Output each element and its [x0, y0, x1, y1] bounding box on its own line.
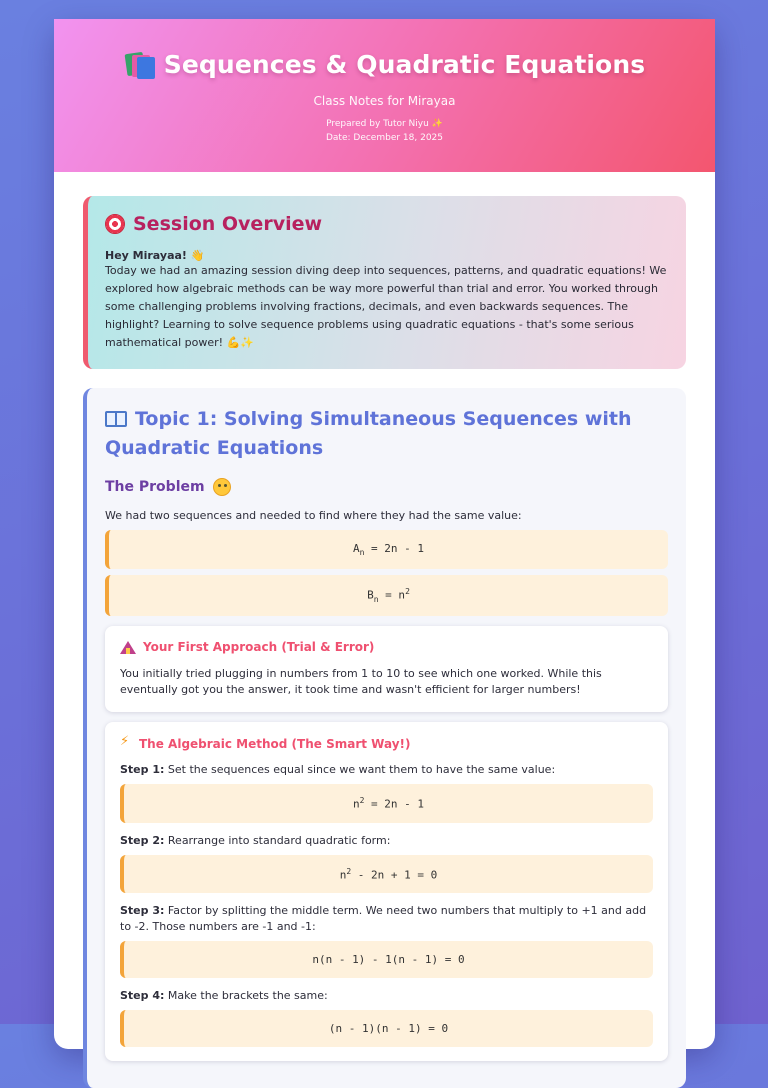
step-4-label: Step 4:	[120, 989, 165, 1003]
prepared-by: Prepared by Tutor Niyu	[326, 119, 429, 129]
header-banner	[54, 19, 715, 172]
first-approach-title-text: Your First Approach (Trial & Error)	[143, 640, 375, 655]
target-icon	[105, 214, 125, 234]
main-content	[54, 172, 715, 1088]
step-1-equation	[120, 784, 653, 823]
topic-1-heading-text: Topic 1: Solving Simultaneous Sequences with Quadratic Equations	[105, 408, 632, 459]
step-4	[120, 988, 653, 1004]
open-book-icon	[105, 411, 127, 427]
problem-text: We had two sequences and needed to find where they had the same value:	[105, 509, 522, 522]
algebraic-method-box	[105, 722, 668, 1061]
first-approach-title	[120, 640, 653, 654]
step-3	[120, 903, 653, 935]
eq-b-label: B	[367, 588, 374, 602]
step-1-label: Step 1:	[120, 763, 165, 777]
step-4-text: Make the brackets the same:	[164, 989, 328, 1003]
session-overview	[83, 196, 686, 369]
page-title	[54, 50, 715, 79]
sparkle-icon: ✨	[431, 119, 443, 129]
eq-b-subscript: n	[373, 595, 379, 605]
topic-1-heading	[105, 405, 668, 463]
step-1-eq-lhs: n	[352, 797, 360, 811]
step-3-text: Factor by splitting the middle term. We need two numbers that multiply to +1 and add to -2. Those numbers are -1 and -1:	[120, 904, 647, 934]
step-3-equation: n(n - 1) - 1(n - 1) = 0	[120, 941, 653, 978]
overview-text: Today we had an amazing session diving deep into sequences, patterns, and quadratic equations! We explored how algebraic methods can be way more powerful than trial and error. You worked through some challenging problems involving fractions, decimals, and even backwards sequences. The highlight? Learning to solve sequence problems using quadratic equations - that's some serious mathematical power! 💪✨	[105, 264, 667, 349]
step-2-eq-rhs: - 2n + 1 = 0	[351, 868, 438, 882]
eq-a-subscript: n	[359, 548, 365, 558]
eq-b-rhs: = n	[378, 588, 406, 602]
overview-heading	[105, 213, 668, 235]
header-meta	[54, 117, 715, 145]
problem-heading-text: The Problem	[105, 479, 205, 495]
eq-a-label: A	[352, 542, 360, 555]
step-2-eq-sup: 2	[346, 866, 352, 876]
step-2-equation	[120, 855, 653, 894]
equation-sequence-a	[105, 530, 668, 569]
thinking-face-icon	[213, 478, 231, 496]
equation-sequence-b	[105, 575, 668, 616]
page-subtitle: Class Notes for Mirayaa	[313, 94, 456, 108]
algebraic-method-title	[120, 736, 653, 752]
step-1-text: Set the sequences equal since we want them to have the same value:	[164, 763, 556, 777]
step-2-label: Step 2:	[120, 833, 165, 847]
step-4-equation: (n - 1)(n - 1) = 0	[120, 1010, 653, 1047]
step-1-eq-sup: 2	[359, 796, 365, 806]
books-icon	[124, 51, 154, 79]
problem-heading	[105, 478, 668, 496]
circus-tent-icon	[120, 640, 136, 654]
first-approach-text: You initially tried plugging in numbers from 1 to 10 to see which one worked. While this eventually got you the answer, it took time and wasn't efficient for larger numbers!	[120, 667, 602, 697]
step-2-text: Rearrange into standard quadratic form:	[164, 833, 391, 847]
session-date: Date: December 18, 2025	[325, 133, 443, 143]
eq-b-superscript: 2	[405, 587, 410, 597]
step-2	[120, 833, 653, 849]
eq-a-rhs: = 2n - 1	[364, 542, 425, 555]
step-1	[120, 762, 653, 778]
overview-heading-text: Session Overview	[133, 213, 323, 235]
step-1-eq-rhs: = 2n - 1	[364, 797, 425, 811]
step-2-eq-lhs: n	[339, 868, 347, 882]
page-title-text: Sequences & Quadratic Equations	[163, 50, 646, 79]
first-approach-box	[105, 626, 668, 712]
step-3-label: Step 3:	[120, 904, 165, 918]
lightning-icon	[120, 736, 132, 752]
topic-1	[83, 388, 686, 1088]
notes-card	[54, 19, 715, 1049]
algebraic-method-title-text: The Algebraic Method (The Smart Way!)	[139, 737, 411, 752]
overview-greeting: Hey Mirayaa! 👋	[105, 249, 205, 262]
